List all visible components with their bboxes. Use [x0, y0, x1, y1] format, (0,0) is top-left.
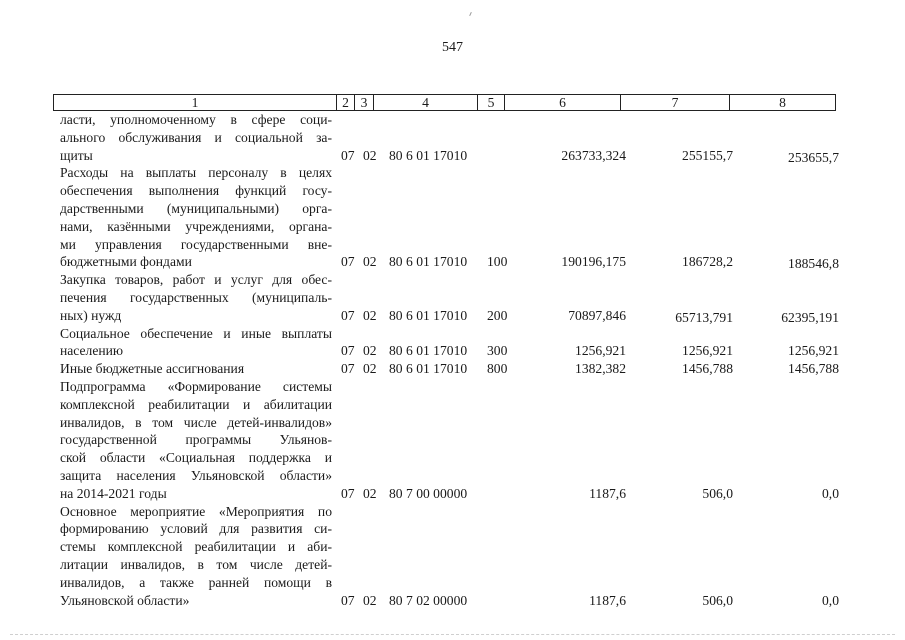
amount-col-6: 263733,324	[561, 147, 626, 163]
row-description	[60, 271, 332, 324]
amount-col-6: 1256,921	[575, 343, 626, 359]
description-line: Ульяновской области»	[60, 592, 190, 608]
description-line: ального обслуживания и социальной за-	[60, 129, 332, 145]
section-code: 07	[341, 343, 355, 359]
table-header	[53, 94, 836, 111]
header-col-2: 2	[337, 95, 355, 110]
scan-edge-noise	[10, 634, 895, 636]
expense-type-code: 800	[487, 361, 508, 377]
description-line: Социальное обеспечение и иные выплаты	[60, 325, 332, 341]
description-line: комплексной реабилитации и абилитации	[60, 396, 332, 412]
amount-col-6: 1187,6	[589, 592, 626, 608]
target-article-code: 80 6 01 17010	[389, 254, 468, 270]
section-code: 07	[341, 485, 355, 501]
row-description	[60, 325, 332, 361]
header-col-4: 4	[374, 95, 478, 110]
amount-col-8: 62395,191	[781, 309, 839, 325]
amount-col-6: 190196,175	[561, 254, 626, 270]
description-line: обеспечения выполнения функций госу-	[60, 183, 332, 199]
description-line: щиты	[60, 147, 93, 163]
amount-col-6: 70897,846	[568, 307, 626, 323]
amount-col-8: 1256,921	[788, 343, 839, 359]
amount-col-8: 0,0	[822, 592, 839, 608]
amount-col-7: 506,0	[702, 485, 733, 501]
amount-col-7: 1256,921	[682, 343, 733, 359]
subsection-code: 02	[363, 147, 377, 163]
amount-col-6: 1382,382	[575, 361, 626, 377]
section-code: 07	[341, 254, 355, 270]
description-line: нами, казёнными учреждениями, органа-	[60, 218, 332, 234]
description-line: инвалидов, а также ранней помощи в	[60, 574, 332, 590]
target-article-code: 80 6 01 17010	[389, 361, 468, 377]
description-line: бюджетными фондами	[60, 254, 192, 270]
subsection-code: 02	[363, 343, 377, 359]
amount-col-7: 186728,2	[682, 254, 733, 270]
page-number: 547	[442, 40, 463, 55]
description-line: государственной программы Ульянов-	[60, 432, 332, 448]
header-col-8: 8	[779, 95, 786, 110]
amount-col-7: 1456,788	[682, 361, 733, 377]
description-line: населению	[60, 343, 124, 359]
expense-type-code: 200	[487, 307, 508, 323]
description-line: ской области «Социальная поддержка и	[60, 450, 332, 466]
description-line: защита населения Ульяновской области»	[60, 467, 332, 483]
description-line: стемы комплексной реабилитации и аби-	[60, 539, 332, 555]
header-col-1: 1	[54, 95, 337, 110]
section-code: 07	[341, 147, 355, 163]
subsection-code: 02	[363, 254, 377, 270]
target-article-code: 80 6 01 17010	[389, 343, 468, 359]
header-col-3: 3	[355, 95, 374, 110]
amount-col-7: 506,0	[702, 592, 733, 608]
amount-col-8: 253655,7	[788, 149, 839, 165]
row-description	[60, 360, 332, 378]
amount-col-8: 1456,788	[788, 361, 839, 377]
description-line: ных) нужд	[60, 307, 122, 323]
header-col-7: 7	[621, 95, 730, 110]
subsection-code: 02	[363, 485, 377, 501]
description-line: формированию условий для развития си-	[60, 521, 332, 537]
description-line: ми управления государственными вне-	[60, 236, 332, 252]
expense-type-code: 300	[487, 343, 508, 359]
row-description	[60, 378, 332, 503]
subsection-code: 02	[363, 592, 377, 608]
amount-col-7: 255155,7	[682, 147, 733, 163]
description-line: дарственными (муниципальными) орга-	[60, 200, 332, 216]
description-line: Основное мероприятие «Мероприятия по	[60, 503, 332, 519]
description-line: печения государственных (муниципаль-	[60, 289, 332, 305]
description-line: инвалидов, в том числе детей-инвалидов»	[60, 414, 332, 430]
row-description	[60, 164, 332, 271]
scan-speck	[469, 12, 472, 16]
description-line: на 2014-2021 годы	[60, 485, 167, 501]
description-line: литации инвалидов, в том числе детей-	[60, 556, 332, 572]
expense-type-code: 100	[487, 254, 508, 270]
target-article-code: 80 7 02 00000	[389, 592, 468, 608]
target-article-code: 80 7 00 00000	[389, 485, 468, 501]
amount-col-7: 65713,791	[675, 309, 733, 325]
row-description	[60, 503, 332, 610]
target-article-code: 80 6 01 17010	[389, 147, 468, 163]
amount-col-8: 188546,8	[788, 256, 839, 272]
subsection-code: 02	[363, 307, 377, 323]
description-line: Расходы на выплаты персоналу в целях	[60, 165, 332, 181]
target-article-code: 80 6 01 17010	[389, 307, 468, 323]
section-code: 07	[341, 592, 355, 608]
amount-col-8: 0,0	[822, 485, 839, 501]
header-col-6: 6	[505, 95, 621, 110]
description-line: Закупка товаров, работ и услуг для обес-	[60, 272, 332, 288]
description-line: ласти, уполномоченному в сфере соци-	[60, 112, 332, 127]
header-col-5: 5	[478, 95, 505, 110]
section-code: 07	[341, 361, 355, 377]
section-code: 07	[341, 307, 355, 323]
amount-col-6: 1187,6	[589, 485, 626, 501]
description-line: Подпрограмма «Формирование системы	[60, 379, 332, 394]
row-description	[60, 111, 332, 164]
subsection-code: 02	[363, 361, 377, 377]
description-line: Иные бюджетные ассигнования	[60, 361, 245, 377]
